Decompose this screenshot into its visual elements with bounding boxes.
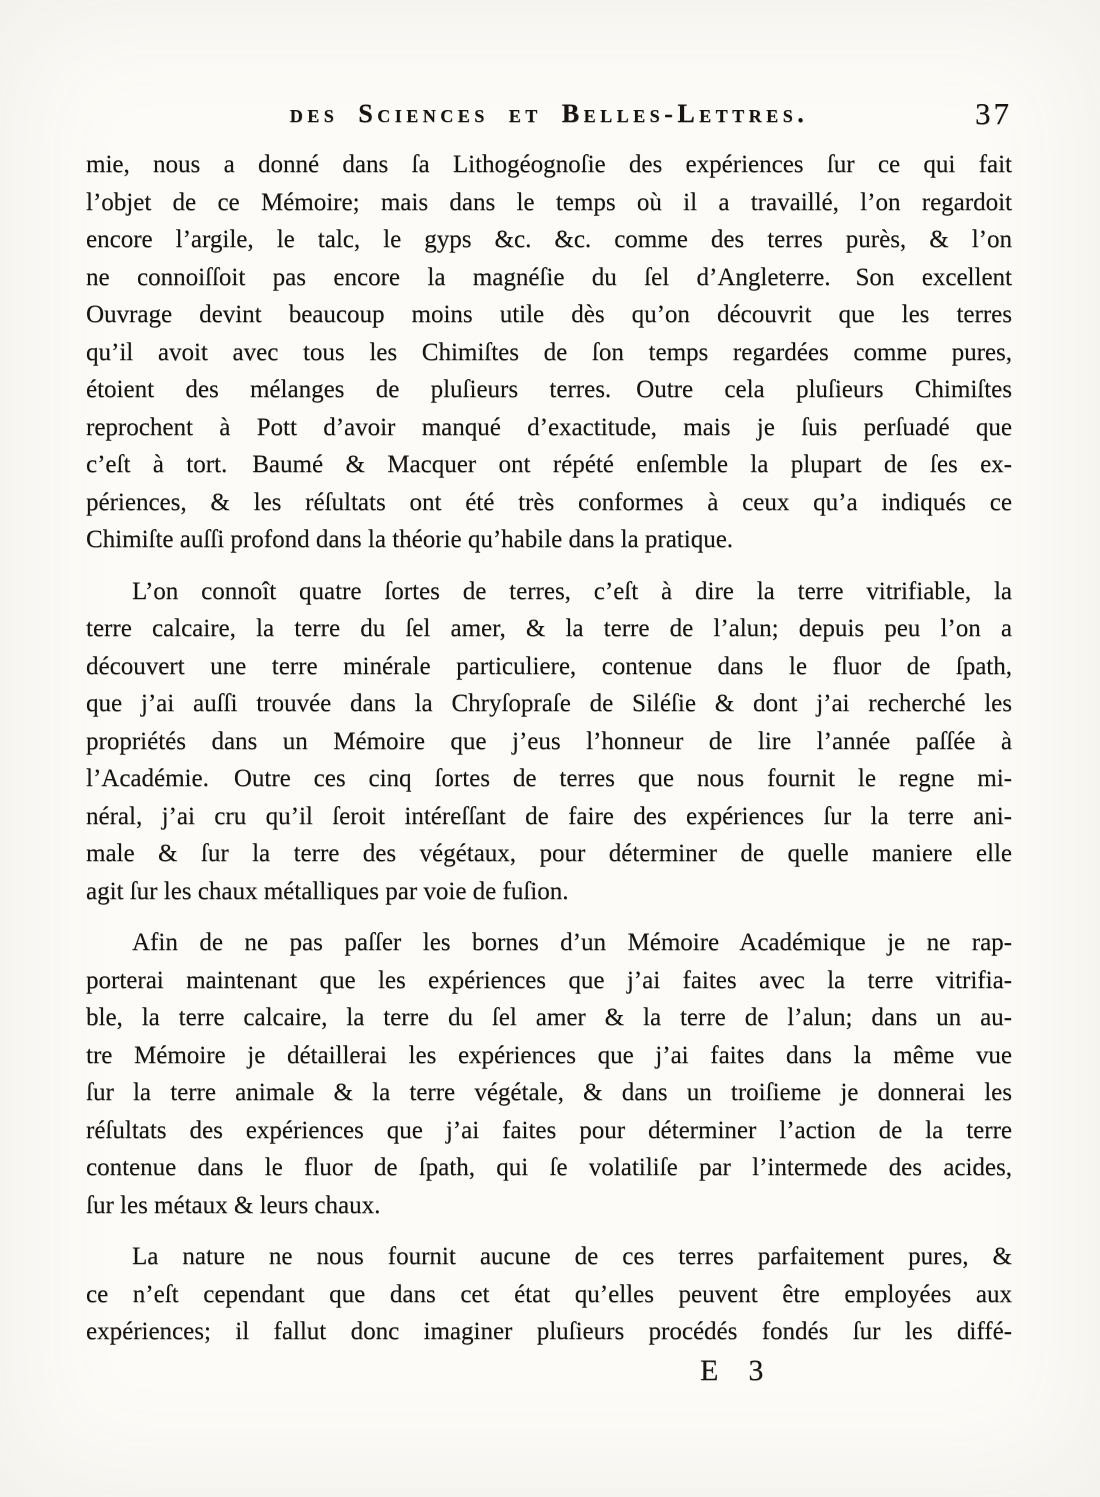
- text-line: étoient des mélanges de pluſieurs terres. Outre cela pluſieurs Chimiſtes: [86, 376, 1012, 403]
- text-line: expériences; il fallut donc imaginer pluſieurs procédés fondés ſur les diffé-: [86, 1318, 1012, 1345]
- text-line: ne connoiſſoit pas encore la magnéſie du ſel d’Angleterre. Son excellent: [86, 263, 1012, 291]
- text-line: male & ſur la terre des végétaux, pour déterminer de quelle maniere elle: [86, 840, 1012, 867]
- text-line: Chimiſte auſſi profond dans la théorie qu’habile dans la pratique.: [86, 526, 734, 553]
- paragraph: [86, 146, 1012, 559]
- text-line: reprochent à Pott d’avoir manqué d’exactitude, mais je ſuis perſuadé que: [86, 413, 1012, 441]
- text-line: que j’ai auſſi trouvée dans la Chryſopraſe de Siléſie & dont j’ai recherché les: [86, 690, 1012, 717]
- text-line: L’on connoît quatre ſortes de terres, c’eſt à dire la terre vitrifiable, la: [132, 577, 1012, 605]
- text-line: encore l’argile, le talc, le gyps &c. &c. comme des terres purès, & l’on: [86, 226, 1012, 253]
- paragraph: [86, 573, 1012, 911]
- text-line: porterai maintenant que les expériences que j’ai faites avec la terre vitrifia-: [86, 966, 1012, 994]
- text-line: Afin de ne pas paſſer les bornes d’un Mémoire Académique je ne rap-: [132, 929, 1012, 956]
- text-line: néral, j’ai cru qu’il ſeroit intéreſſant de faire des expériences ſur la terre ani-: [86, 802, 1012, 830]
- text-line: ble, la terre calcaire, la terre du ſel amer & la terre de l’alun; dans un au-: [86, 1004, 1012, 1031]
- running-title: des Sciences et Belles-Lettres.: [289, 99, 809, 128]
- text-line: périences, & les réſultats ont été très conformes à ceux qu’a indiqués ce: [86, 488, 1012, 516]
- text-line: terre calcaire, la terre du ſel amer, & la terre de l’alun; depuis peu l’on a: [86, 615, 1012, 642]
- text-line: l’Académie. Outre ces cinq ſortes de terres que nous fournit le regne mi-: [86, 765, 1012, 792]
- text-line: l’objet de ce Mémoire; mais dans le temps où il a travaillé, l’on regardoit: [86, 188, 1012, 216]
- text-line: réſultats des expériences que j’ai faites pour déterminer l’action de la terre: [86, 1116, 1012, 1144]
- text-line: qu’il avoit avec tous les Chimiſtes de ſon temps regardées comme pures,: [86, 338, 1012, 366]
- signature-mark: E 3: [700, 1354, 764, 1387]
- page-number: 37: [975, 96, 1012, 131]
- paragraph: [86, 1238, 1012, 1351]
- text-line: ſur la terre animale & la terre végétale, & dans un troiſieme je donnerai les: [86, 1079, 1012, 1106]
- page-body: [86, 146, 1012, 1351]
- text-line: c’eſt à tort. Baumé & Macquer ont répété enſemble la plupart de ſes ex-: [86, 451, 1012, 478]
- text-line: ſur les métaux & leurs chaux.: [86, 1191, 381, 1219]
- text-line: mie, nous a donné dans ſa Lithogéognoſie des expériences ſur ce qui fait: [86, 151, 1012, 178]
- text-line: tre Mémoire je détaillerai les expériences que j’ai faites dans la même vue: [86, 1041, 1012, 1069]
- text-line: propriétés dans un Mémoire que j’eus l’honneur de lire l’année paſſée à: [86, 727, 1012, 755]
- text-line: La nature ne nous fournit aucune de ces terres parfaitement pures, &: [132, 1243, 1012, 1270]
- text-line: ce n’eſt cependant que dans cet état qu’elles peuvent être employées aux: [86, 1280, 1012, 1308]
- paragraph: [86, 924, 1012, 1224]
- text-line: agit ſur les chaux métalliques par voie de fuſion.: [86, 877, 569, 905]
- text-line: contenue dans le fluor de ſpath, qui ſe volatiliſe par l’intermede des acides,: [86, 1154, 1012, 1181]
- text-line: Ouvrage devint beaucoup moins utile dès qu’on découvrit que les terres: [86, 301, 1012, 328]
- text-line: découvert une terre minérale particuliere, contenue dans le fluor de ſpath,: [86, 652, 1012, 680]
- page-header: [86, 96, 1012, 141]
